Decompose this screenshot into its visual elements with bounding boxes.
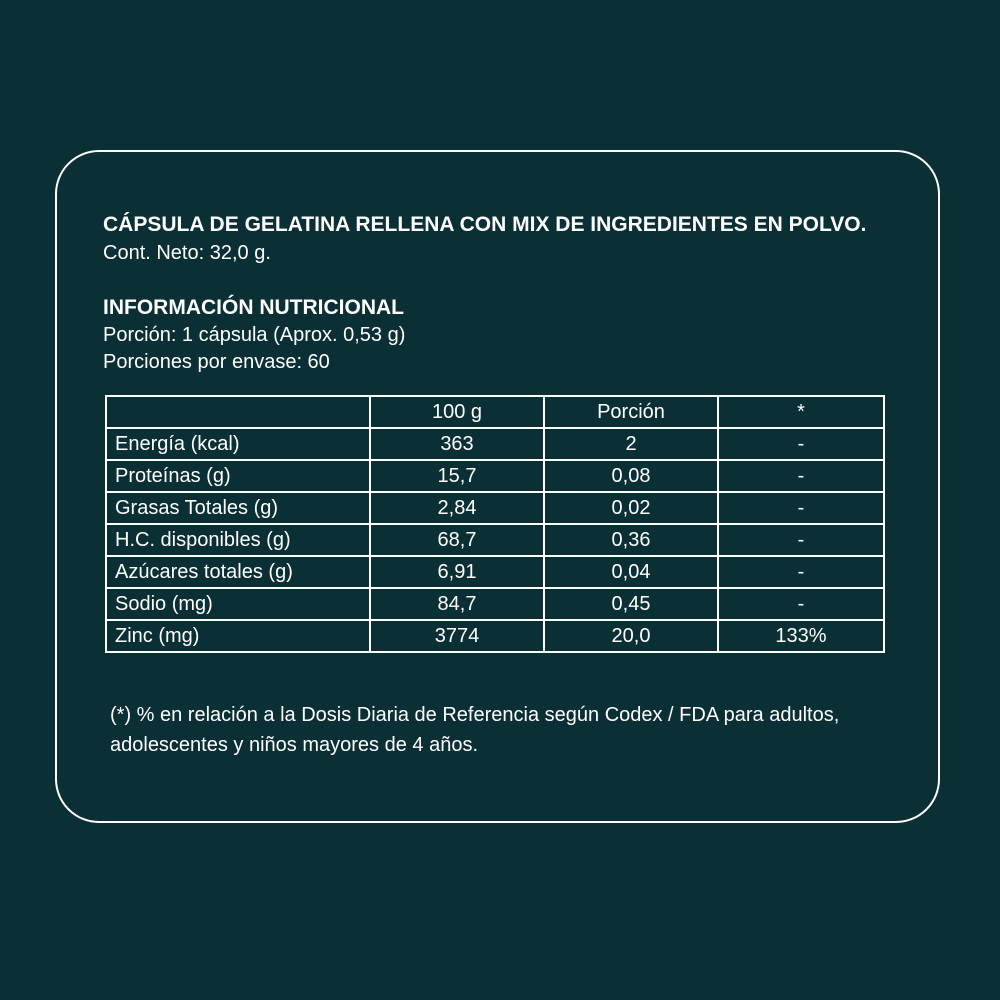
value-daily: - [718, 588, 884, 620]
nutrition-table [105, 395, 885, 653]
header-daily-value: * [718, 396, 884, 428]
portions-per-pack: Porciones por envase: 60 [103, 351, 330, 373]
value-per-100g: 3774 [370, 620, 544, 652]
table-row [106, 460, 884, 492]
nutrient-name: Zinc (mg) [106, 620, 370, 652]
header-per-portion: Porción [544, 396, 718, 428]
nutrient-name: Sodio (mg) [106, 588, 370, 620]
value-per-portion: 2 [544, 428, 718, 460]
header-per-100g: 100 g [370, 396, 544, 428]
value-per-100g: 363 [370, 428, 544, 460]
value-daily: - [718, 492, 884, 524]
value-per-100g: 6,91 [370, 556, 544, 588]
value-per-portion: 0,36 [544, 524, 718, 556]
header-nutrient [106, 396, 370, 428]
table-row [106, 620, 884, 652]
value-daily: 133% [718, 620, 884, 652]
value-daily: - [718, 524, 884, 556]
nutrient-name: Grasas Totales (g) [106, 492, 370, 524]
nutrient-name: Azúcares totales (g) [106, 556, 370, 588]
value-per-100g: 2,84 [370, 492, 544, 524]
nutrient-name: Proteínas (g) [106, 460, 370, 492]
value-per-portion: 0,45 [544, 588, 718, 620]
value-per-100g: 84,7 [370, 588, 544, 620]
table-row [106, 428, 884, 460]
portion-size: Porción: 1 cápsula (Aprox. 0,53 g) [103, 324, 406, 346]
product-title: CÁPSULA DE GELATINA RELLENA CON MIX DE INGREDIENTES EN POLVO. [103, 213, 867, 236]
table-row [106, 492, 884, 524]
table-row [106, 524, 884, 556]
net-content: Cont. Neto: 32,0 g. [103, 242, 271, 264]
value-per-portion: 20,0 [544, 620, 718, 652]
nutrient-name: Energía (kcal) [106, 428, 370, 460]
table-header-row [106, 396, 884, 428]
value-daily: - [718, 556, 884, 588]
value-per-100g: 68,7 [370, 524, 544, 556]
nutrition-title: INFORMACIÓN NUTRICIONAL [103, 296, 404, 319]
value-daily: - [718, 428, 884, 460]
value-per-portion: 0,04 [544, 556, 718, 588]
table-row [106, 588, 884, 620]
nutrient-name: H.C. disponibles (g) [106, 524, 370, 556]
table-row [106, 556, 884, 588]
value-per-portion: 0,08 [544, 460, 718, 492]
value-per-portion: 0,02 [544, 492, 718, 524]
value-per-100g: 15,7 [370, 460, 544, 492]
value-daily: - [718, 460, 884, 492]
footnote: (*) % en relación a la Dosis Diaria de Referencia según Codex / FDA para adultos, adolescentes y niños mayores de 4 años. [110, 704, 840, 756]
